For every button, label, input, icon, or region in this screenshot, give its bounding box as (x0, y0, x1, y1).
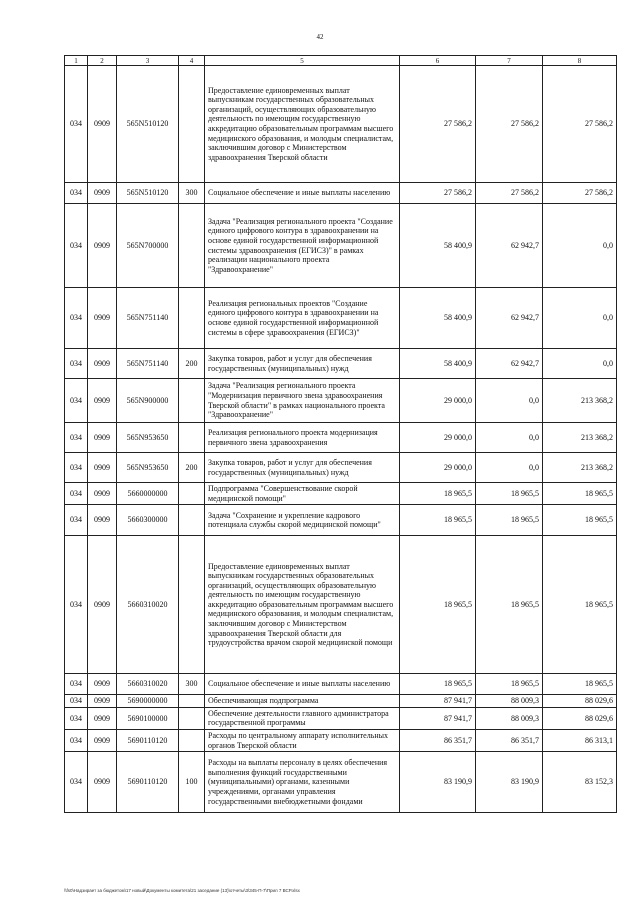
description-cell: Расходы на выплаты персоналу в целях обеспечения выполнения функций государственными (муниципальными) органами, казенными учреждениями, органами управления государственными внебюджетными фондами (205, 752, 400, 813)
target-article-cell: 565N751140 (117, 288, 179, 349)
ministry-code-cell: 034 (65, 695, 88, 708)
column-header: 2 (88, 56, 117, 66)
column-header: 7 (476, 56, 543, 66)
expense-type-cell: 300 (179, 183, 205, 204)
table-row (65, 536, 617, 674)
amount-col7-cell: 0,0 (476, 423, 543, 453)
amount-col7-cell: 62 942,7 (476, 204, 543, 288)
expense-type-cell (179, 483, 205, 505)
amount-col7-cell: 18 965,5 (476, 505, 543, 536)
target-article-cell: 5660310020 (117, 674, 179, 695)
amount-col8-cell: 83 152,3 (543, 752, 617, 813)
amount-col6-cell: 27 586,2 (400, 66, 476, 183)
amount-col6-cell: 29 000,0 (400, 453, 476, 483)
amount-col7-cell: 18 965,5 (476, 536, 543, 674)
target-article-cell: 565N700000 (117, 204, 179, 288)
table-row (65, 729, 617, 751)
amount-col6-cell: 18 965,5 (400, 536, 476, 674)
amount-col6-cell: 27 586,2 (400, 183, 476, 204)
amount-col8-cell: 0,0 (543, 288, 617, 349)
ministry-code-cell: 034 (65, 66, 88, 183)
target-article-cell: 5660300000 (117, 505, 179, 536)
target-article-cell: 5690110120 (117, 729, 179, 751)
table-row (65, 695, 617, 708)
amount-col7-cell: 88 009,3 (476, 695, 543, 708)
section-code-cell: 0909 (88, 66, 117, 183)
target-article-cell: 5690000000 (117, 695, 179, 708)
target-article-cell: 565N953650 (117, 453, 179, 483)
column-header: 1 (65, 56, 88, 66)
ministry-code-cell: 034 (65, 204, 88, 288)
amount-col7-cell: 83 190,9 (476, 752, 543, 813)
amount-col7-cell: 18 965,5 (476, 674, 543, 695)
amount-col8-cell: 18 965,5 (543, 483, 617, 505)
target-article-cell: 5690100000 (117, 707, 179, 729)
amount-col8-cell: 27 586,2 (543, 183, 617, 204)
amount-col8-cell: 0,0 (543, 349, 617, 379)
amount-col6-cell: 29 000,0 (400, 423, 476, 453)
amount-col6-cell: 58 400,9 (400, 288, 476, 349)
amount-col7-cell: 27 586,2 (476, 183, 543, 204)
expense-type-cell: 200 (179, 349, 205, 379)
column-header: 8 (543, 56, 617, 66)
description-cell: Задача "Сохранение и укрепление кадрового потенциала службы скорой медицинской помощи" (205, 505, 400, 536)
amount-col8-cell: 27 586,2 (543, 66, 617, 183)
description-cell: Предоставление единовременных выплат выпускникам государственных образовательных организаций, осуществляющих образовательную деятельность по имеющим государственную аккредитацию образовательным программам высшего медицинского образования, и молодым специалистам, заключившим договор с Министерством здравоохранения Тверской области для трудоустройства врачом скорой медицинской помощи (205, 536, 400, 674)
ministry-code-cell: 034 (65, 423, 88, 453)
table-row (65, 483, 617, 505)
expense-type-cell (179, 288, 205, 349)
table-row (65, 752, 617, 813)
description-cell: Социальное обеспечение и иные выплаты населению (205, 674, 400, 695)
amount-col7-cell: 0,0 (476, 379, 543, 423)
table-row (65, 453, 617, 483)
target-article-cell: 565N953650 (117, 423, 179, 453)
amount-col8-cell: 0,0 (543, 204, 617, 288)
description-cell: Реализация региональных проектов "Создание единого цифрового контура в здравоохранении на основе единой государственной информационной системы в сфере здравоохранения (ЕГИСЗ)" (205, 288, 400, 349)
expense-type-cell (179, 505, 205, 536)
amount-col6-cell: 86 351,7 (400, 729, 476, 751)
table-row (65, 379, 617, 423)
section-code-cell: 0909 (88, 695, 117, 708)
page-number: 42 (316, 33, 324, 41)
expense-type-cell (179, 536, 205, 674)
column-header: 6 (400, 56, 476, 66)
section-code-cell: 0909 (88, 707, 117, 729)
ministry-code-cell: 034 (65, 183, 88, 204)
table-row (65, 505, 617, 536)
amount-col8-cell: 18 965,5 (543, 505, 617, 536)
amount-col6-cell: 18 965,5 (400, 505, 476, 536)
description-cell: Предоставление единовременных выплат выпускникам государственных образовательных организаций, осуществляющих образовательную деятельность по имеющим государственную аккредитацию образовательным программам высшего медицинского образования, и молодым специалистам, заключившим договор с Министерством здравоохранения Тверской области (205, 66, 400, 183)
ministry-code-cell: 034 (65, 453, 88, 483)
target-article-cell: 5690110120 (117, 752, 179, 813)
amount-col6-cell: 18 965,5 (400, 483, 476, 505)
description-cell: Закупка товаров, работ и услуг для обеспечения государственных (муниципальных) нужд (205, 349, 400, 379)
ministry-code-cell: 034 (65, 752, 88, 813)
description-cell: Задача "Реализация регионального проекта "Создание единого цифрового контура в здравоохранении на основе единой государственной информационной системы здравоохранения (ЕГИСЗ)" в рамках реализации национального проекта "Здравоохранение" (205, 204, 400, 288)
target-article-cell: 565N510120 (117, 183, 179, 204)
section-code-cell: 0909 (88, 536, 117, 674)
section-code-cell: 0909 (88, 505, 117, 536)
amount-col7-cell: 27 586,2 (476, 66, 543, 183)
table-row (65, 288, 617, 349)
table-row (65, 66, 617, 183)
ministry-code-cell: 034 (65, 707, 88, 729)
amount-col6-cell: 83 190,9 (400, 752, 476, 813)
expense-type-cell (179, 379, 205, 423)
target-article-cell: 565N751140 (117, 349, 179, 379)
description-cell: Обеспечивающая подпрограмма (205, 695, 400, 708)
amount-col7-cell: 0,0 (476, 453, 543, 483)
amount-col8-cell: 88 029,6 (543, 707, 617, 729)
section-code-cell: 0909 (88, 453, 117, 483)
expense-type-cell (179, 66, 205, 183)
amount-col8-cell: 213 368,2 (543, 453, 617, 483)
amount-col6-cell: 18 965,5 (400, 674, 476, 695)
amount-col8-cell: 88 029,6 (543, 695, 617, 708)
target-article-cell: 5660000000 (117, 483, 179, 505)
description-cell: Расходы по центральному аппарату исполнительных органов Тверской области (205, 729, 400, 751)
section-code-cell: 0909 (88, 379, 117, 423)
amount-col7-cell: 86 351,7 (476, 729, 543, 751)
section-code-cell: 0909 (88, 752, 117, 813)
column-header: 3 (117, 56, 179, 66)
expense-type-cell (179, 423, 205, 453)
column-header: 5 (205, 56, 400, 66)
section-code-cell: 0909 (88, 729, 117, 751)
budget-table (64, 55, 617, 813)
column-header: 4 (179, 56, 205, 66)
file-path-footer: \\fs0\Надзирает за бюджетом\17 новый\Документы комитета\21 заседание (13)\отчеты\3\345-П-7\Прил 7 ВСР.xlsx (64, 888, 300, 893)
amount-col6-cell: 87 941,7 (400, 695, 476, 708)
table-row (65, 204, 617, 288)
amount-col8-cell: 86 313,1 (543, 729, 617, 751)
expense-type-cell: 100 (179, 752, 205, 813)
expense-type-cell: 200 (179, 453, 205, 483)
ministry-code-cell: 034 (65, 483, 88, 505)
description-cell: Подпрограмма "Совершенствование скорой медицинской помощи" (205, 483, 400, 505)
expense-type-cell: 300 (179, 674, 205, 695)
table-row (65, 183, 617, 204)
description-cell: Социальное обеспечение и иные выплаты населению (205, 183, 400, 204)
column-number-row (65, 56, 617, 66)
description-cell: Задача "Реализация регионального проекта "Модернизация первичного звена здравоохранения Тверской области" в рамках национального проекта "Здравоохранение" (205, 379, 400, 423)
amount-col6-cell: 58 400,9 (400, 204, 476, 288)
target-article-cell: 565N510120 (117, 66, 179, 183)
section-code-cell: 0909 (88, 288, 117, 349)
section-code-cell: 0909 (88, 423, 117, 453)
amount-col7-cell: 18 965,5 (476, 483, 543, 505)
table-row (65, 349, 617, 379)
amount-col6-cell: 87 941,7 (400, 707, 476, 729)
amount-col8-cell: 213 368,2 (543, 423, 617, 453)
ministry-code-cell: 034 (65, 349, 88, 379)
table-row (65, 707, 617, 729)
amount-col6-cell: 58 400,9 (400, 349, 476, 379)
ministry-code-cell: 034 (65, 288, 88, 349)
description-cell: Закупка товаров, работ и услуг для обеспечения государственных (муниципальных) нужд (205, 453, 400, 483)
target-article-cell: 565N900000 (117, 379, 179, 423)
section-code-cell: 0909 (88, 349, 117, 379)
expense-type-cell (179, 204, 205, 288)
description-cell: Обеспечение деятельности главного администратора государственной программы (205, 707, 400, 729)
ministry-code-cell: 034 (65, 505, 88, 536)
ministry-code-cell: 034 (65, 379, 88, 423)
section-code-cell: 0909 (88, 183, 117, 204)
amount-col7-cell: 88 009,3 (476, 707, 543, 729)
table-row (65, 423, 617, 453)
expense-type-cell (179, 729, 205, 751)
amount-col6-cell: 29 000,0 (400, 379, 476, 423)
ministry-code-cell: 034 (65, 674, 88, 695)
section-code-cell: 0909 (88, 483, 117, 505)
target-article-cell: 5660310020 (117, 536, 179, 674)
amount-col8-cell: 18 965,5 (543, 674, 617, 695)
amount-col8-cell: 18 965,5 (543, 536, 617, 674)
amount-col7-cell: 62 942,7 (476, 288, 543, 349)
ministry-code-cell: 034 (65, 729, 88, 751)
expense-type-cell (179, 695, 205, 708)
expense-type-cell (179, 707, 205, 729)
description-cell: Реализация регионального проекта модернизация первичного звена здравоохранения (205, 423, 400, 453)
amount-col7-cell: 62 942,7 (476, 349, 543, 379)
ministry-code-cell: 034 (65, 536, 88, 674)
section-code-cell: 0909 (88, 674, 117, 695)
amount-col8-cell: 213 368,2 (543, 379, 617, 423)
section-code-cell: 0909 (88, 204, 117, 288)
table-row (65, 674, 617, 695)
